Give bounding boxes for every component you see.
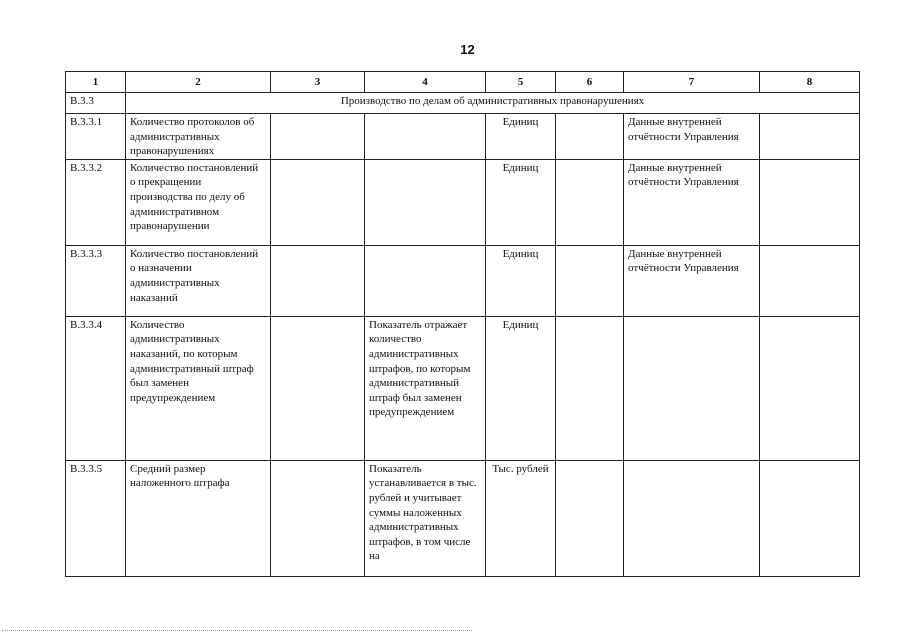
indicator-unit: Единиц bbox=[486, 316, 556, 460]
scan-edge-line bbox=[2, 630, 472, 633]
indicator-col3 bbox=[271, 245, 365, 316]
table-row bbox=[66, 460, 860, 576]
indicator-code: В.3.3.5 bbox=[66, 460, 126, 576]
indicator-code: В.3.3.2 bbox=[66, 159, 126, 245]
indicator-col3 bbox=[271, 114, 365, 160]
indicator-source bbox=[624, 316, 760, 460]
indicator-description bbox=[365, 114, 486, 160]
column-number-row bbox=[66, 72, 860, 93]
indicators-table bbox=[65, 71, 860, 577]
page-number: 12 bbox=[460, 42, 475, 57]
column-number-3: 3 bbox=[271, 72, 365, 93]
indicator-name: Количество административных наказаний, по которым административный штраф был заменен предупреждением bbox=[126, 316, 271, 460]
column-number-6: 6 bbox=[556, 72, 624, 93]
indicator-col6 bbox=[556, 159, 624, 245]
indicator-col8 bbox=[760, 114, 860, 160]
indicator-source bbox=[624, 460, 760, 576]
indicator-col6 bbox=[556, 460, 624, 576]
column-number-5: 5 bbox=[486, 72, 556, 93]
column-number-2: 2 bbox=[126, 72, 271, 93]
section-code: В.3.3 bbox=[66, 93, 126, 114]
indicator-source: Данные внутренней отчётности Управления bbox=[624, 159, 760, 245]
indicator-col3 bbox=[271, 316, 365, 460]
indicator-code: В.3.3.3 bbox=[66, 245, 126, 316]
indicator-col8 bbox=[760, 460, 860, 576]
indicator-unit: Тыс. рублей bbox=[486, 460, 556, 576]
column-number-8: 8 bbox=[760, 72, 860, 93]
section-row bbox=[66, 93, 860, 114]
indicator-source: Данные внутренней отчётности Управления bbox=[624, 245, 760, 316]
indicator-name: Количество постановлений о прекращении производства по делу об административном правонарушении bbox=[126, 159, 271, 245]
table-row bbox=[66, 245, 860, 316]
column-number-4: 4 bbox=[365, 72, 486, 93]
table-row bbox=[66, 114, 860, 160]
indicator-col3 bbox=[271, 159, 365, 245]
indicator-col6 bbox=[556, 316, 624, 460]
column-number-7: 7 bbox=[624, 72, 760, 93]
column-number-1: 1 bbox=[66, 72, 126, 93]
indicator-name: Количество постановлений о назначении административных наказаний bbox=[126, 245, 271, 316]
indicator-col6 bbox=[556, 245, 624, 316]
indicator-unit: Единиц bbox=[486, 114, 556, 160]
indicator-col8 bbox=[760, 159, 860, 245]
section-title: Производство по делам об административных правонарушениях bbox=[126, 93, 860, 114]
indicator-col6 bbox=[556, 114, 624, 160]
indicator-code: В.3.3.1 bbox=[66, 114, 126, 160]
indicator-description: Показатель устанавливается в тыс. рублей и учитывает суммы наложенных административных штрафов, в том числе на bbox=[365, 460, 486, 576]
indicator-source: Данные внутренней отчётности Управления bbox=[624, 114, 760, 160]
indicator-description bbox=[365, 159, 486, 245]
indicator-name: Средний размер наложенного штрафа bbox=[126, 460, 271, 576]
indicator-col3 bbox=[271, 460, 365, 576]
indicator-unit: Единиц bbox=[486, 159, 556, 245]
indicator-col8 bbox=[760, 245, 860, 316]
indicator-code: В.3.3.4 bbox=[66, 316, 126, 460]
table-row bbox=[66, 316, 860, 460]
indicator-col8 bbox=[760, 316, 860, 460]
indicator-unit: Единиц bbox=[486, 245, 556, 316]
indicator-name: Количество протоколов об административных правонарушениях bbox=[126, 114, 271, 160]
indicator-description: Показатель отражает количество административных штрафов, по которым административный штраф был заменен предупреждением bbox=[365, 316, 486, 460]
indicator-description bbox=[365, 245, 486, 316]
table-row bbox=[66, 159, 860, 245]
